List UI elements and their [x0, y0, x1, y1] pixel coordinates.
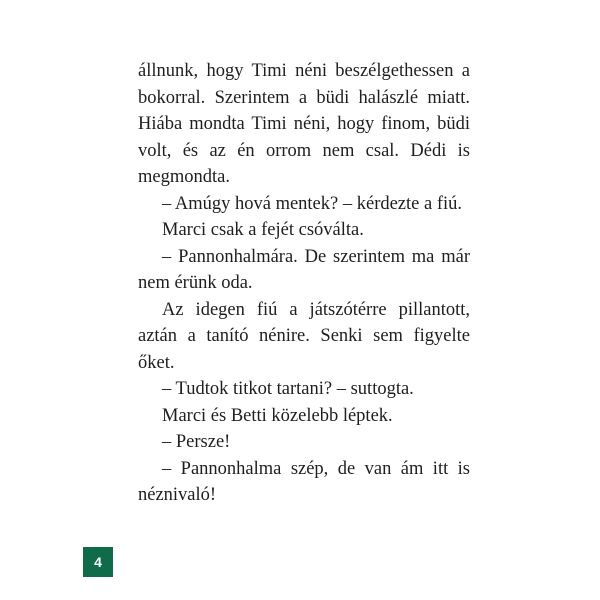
paragraph-3: Marci csak a fejét csóválta.: [162, 220, 364, 240]
page-number: 4: [94, 554, 102, 570]
paragraph-8: – Persze!: [162, 432, 231, 452]
paragraph-6: – Tudtok titkot tartani? – suttogta.: [162, 379, 414, 399]
page-number-badge: [83, 547, 113, 577]
paragraph-4: – Pannonhalmára. De szerintem ma már nem érünk oda.: [138, 246, 470, 293]
paragraph-1: állnunk, hogy Timi néni beszélgethessen a bokorral. Szerintem a büdi halászlé miatt. Hiába mondta Timi néni, hogy finom, büdi volt, és az én orrom nem csal. Dédi is megmondta.: [138, 61, 470, 187]
body-text: [138, 58, 470, 509]
paragraph-2: – Amúgy hová mentek? – kérdezte a fiú.: [162, 193, 463, 214]
paragraph-9: – Pannonhalma szép, de van ám itt is néznivaló!: [138, 458, 470, 505]
paragraph-5: Az idegen fiú a játszótérre pillantott, aztán a tanító nénire. Senki sem figyelte őket.: [138, 299, 470, 373]
paragraph-7: Marci és Betti közelebb léptek.: [162, 405, 393, 426]
